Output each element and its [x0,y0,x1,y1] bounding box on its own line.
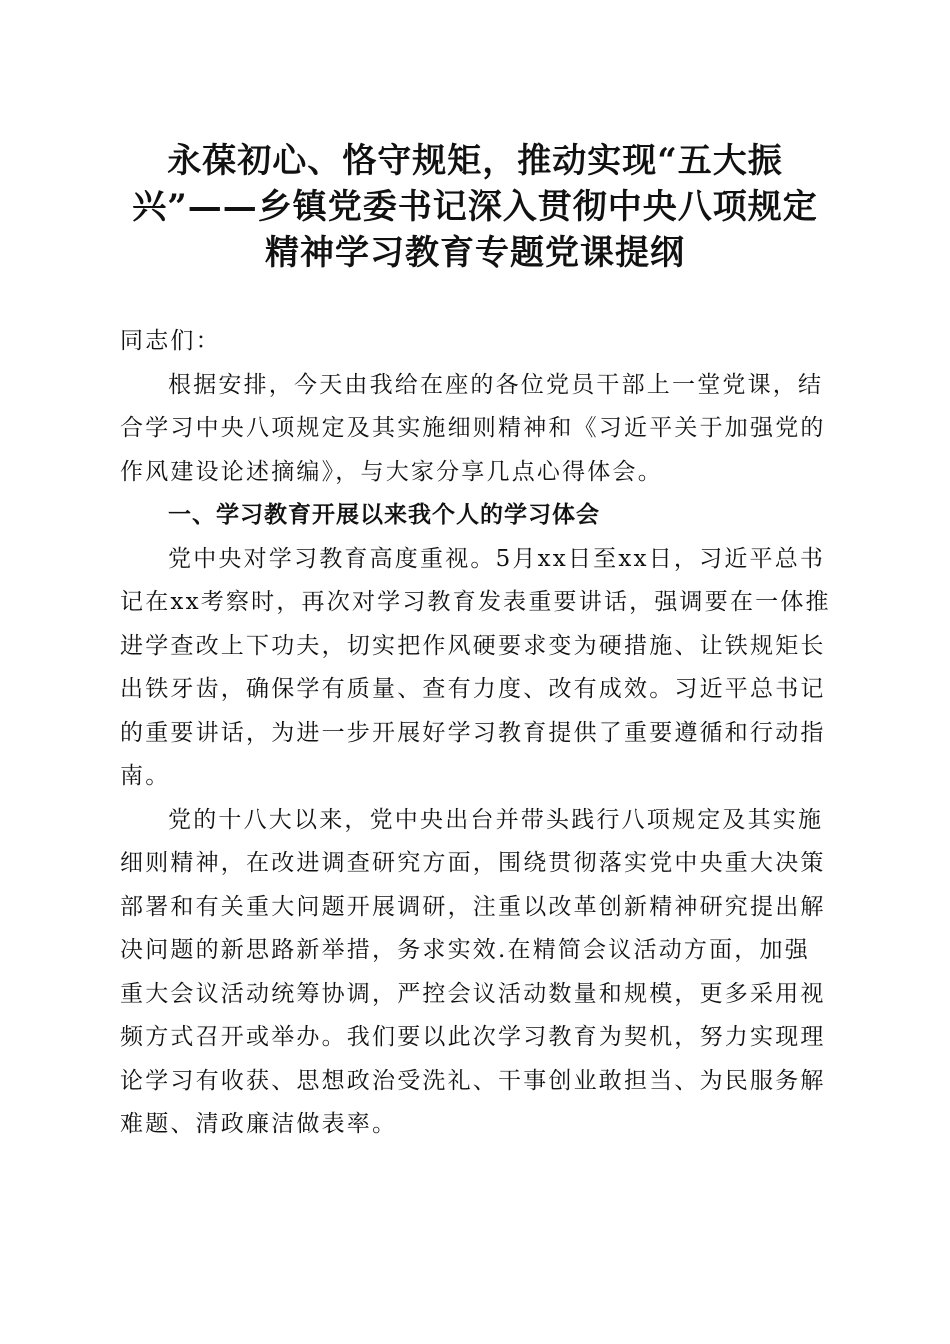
document-title [120,138,830,276]
salutation: 同志们： [120,328,221,354]
document-body [120,320,832,1147]
body-paragraph-1: 党中央对学习教育高度重视。5月xx日至xx日，习近平总书记在xx考察时，再次对学习教育发表重要讲话，强调要在一体推进学查改上下功夫，切实把作风硬要求变为硬措施、让铁规矩长出铁牙齿，确保学有质量、查有力度、改有成效。习近平总书记的重要讲话，为进一步开展好学习教育提供了重要遵循和行动指南。 [120,545,831,789]
title-line-2: 兴”——乡镇党委书记深入贯彻中央八项规定 [132,187,818,227]
intro-paragraph: 根据安排，今天由我给在座的各位党员干部上一堂党课，结合学习中央八项规定及其实施细则精神和《习近平关于加强党的作风建设论述摘编》，与大家分享几点心得体会。 [120,371,826,485]
body-paragraph-2: 党的十八大以来，党中央出台并带头践行八项规定及其实施细则精神，在改进调查研究方面，围绕贯彻落实党中央重大决策部署和有关重大问题开展调研，注重以改革创新精神研究提出解决问题的新思路新举措，务求实效.在精简会议活动方面，加强重大会议活动统筹协调，严控会议活动数量和规模，更多采用视频方式召开或举办。我们要以此次学习教育为契机，努力实现理论学习有收获、思想政治受洗礼、干事创业敢担当、为民服务解难题、清政廉洁做表率。 [120,806,826,1137]
title-line-3: 精神学习教育专题党课提纲 [265,233,685,273]
title-line-1: 永葆初心、恪守规矩，推动实现“五大振 [167,141,783,181]
section-heading-1: 一、学习教育开展以来我个人的学习体会 [168,502,600,528]
